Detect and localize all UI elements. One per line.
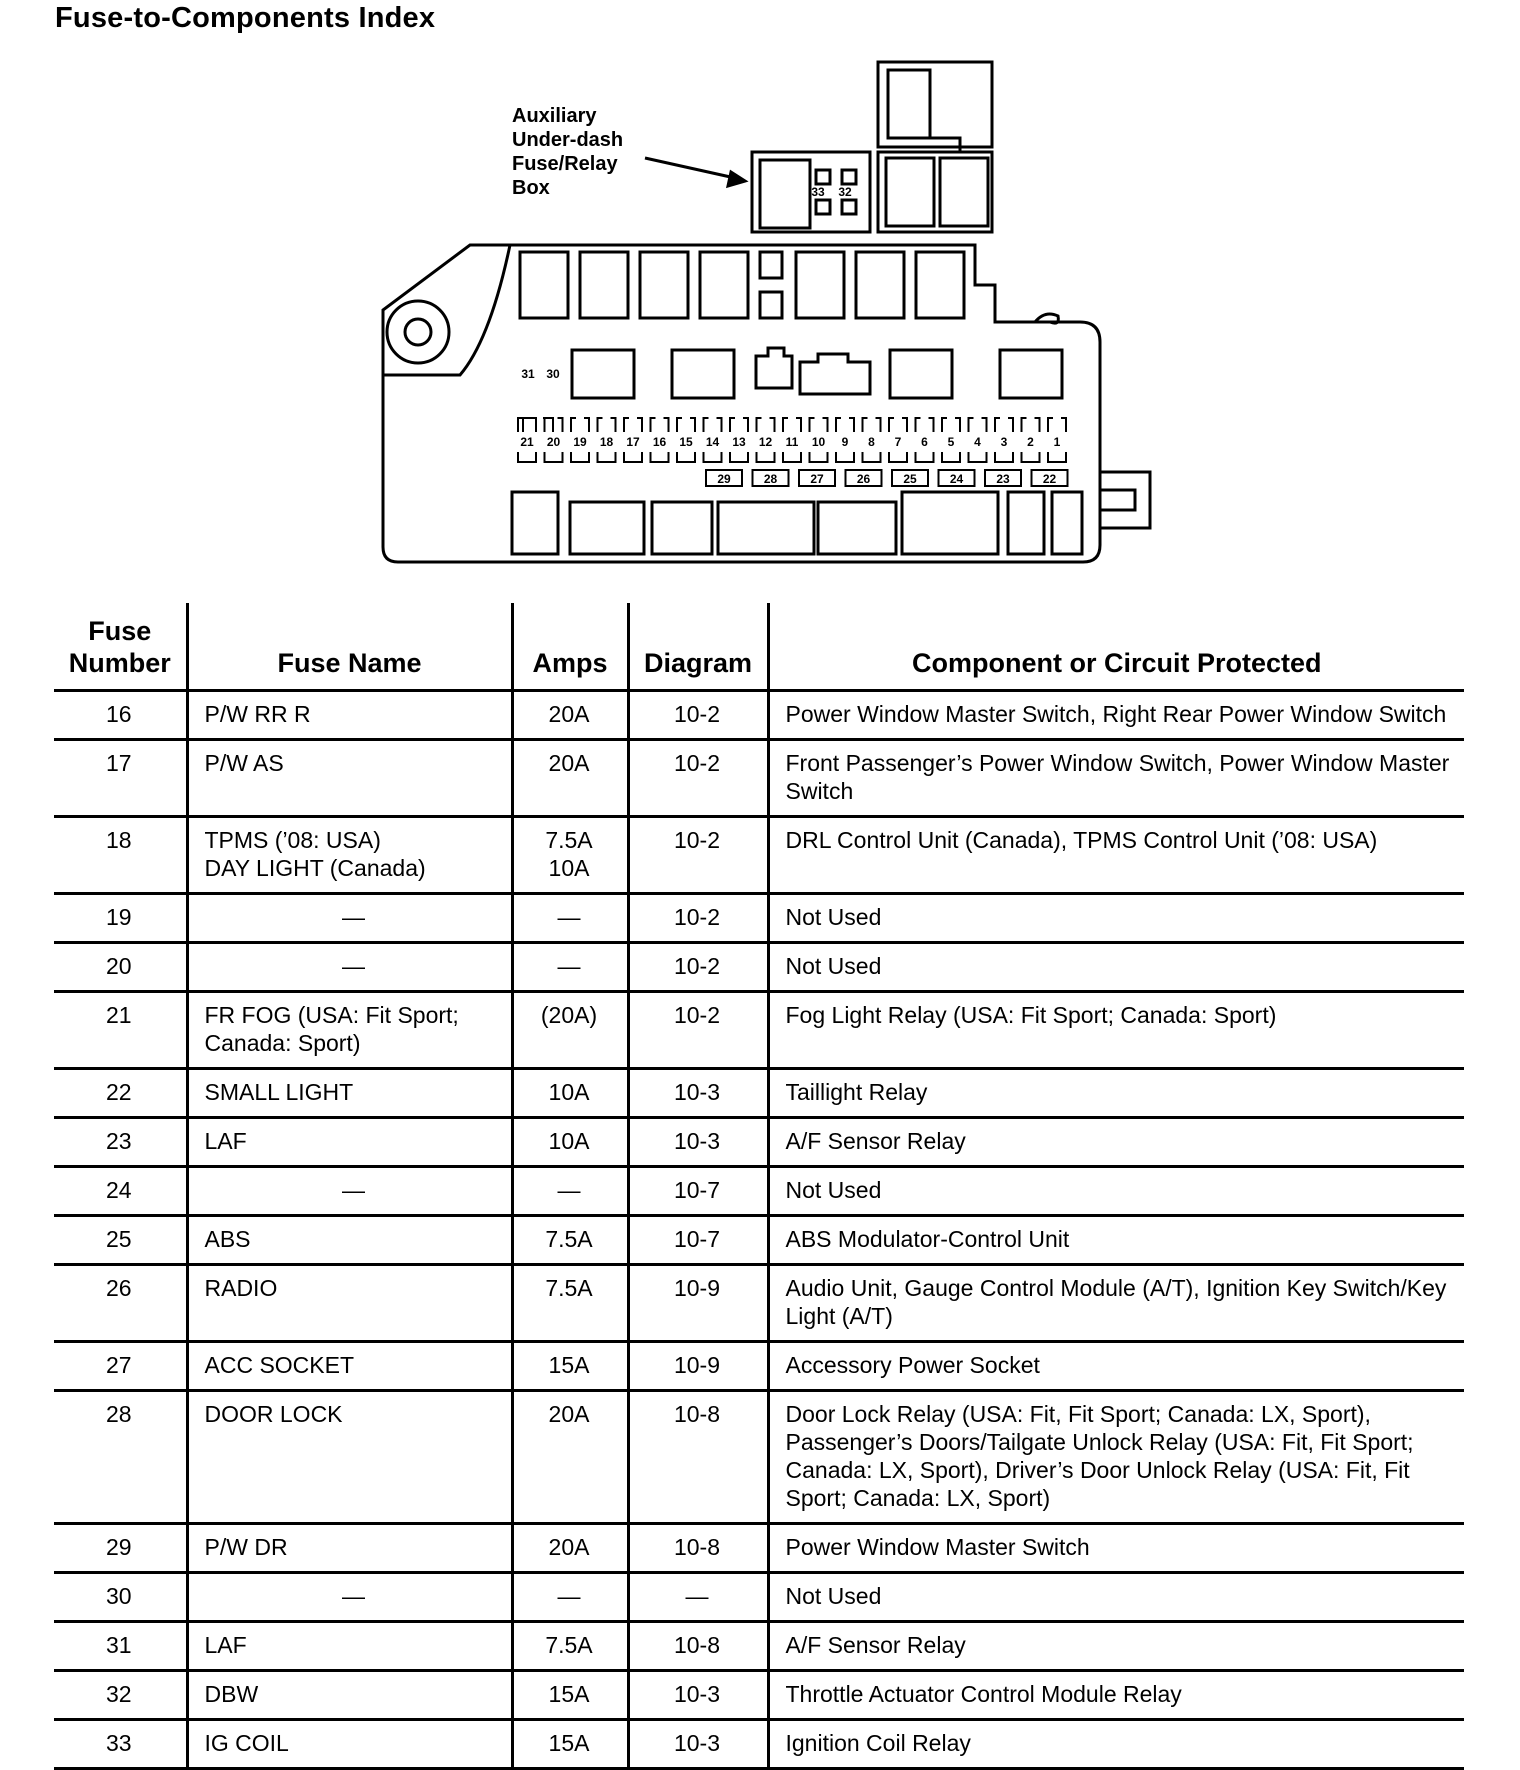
cell-amps: 7.5A [512, 1265, 628, 1342]
cell-fuse-name: ACC SOCKET [187, 1342, 512, 1391]
cell-diagram: 10-3 [628, 1118, 768, 1167]
cell-component: A/F Sensor Relay [768, 1118, 1464, 1167]
cell-diagram: 10-2 [628, 943, 768, 992]
cell-fuse-name: — [187, 1573, 512, 1622]
cell-component: DRL Control Unit (Canada), TPMS Control Unit (’08: USA) [768, 817, 1464, 894]
cell-fuse-number: 18 [54, 817, 187, 894]
fuse-label: 6 [921, 435, 928, 449]
fuse-label: 30 [546, 367, 560, 381]
cell-diagram: 10-9 [628, 1265, 768, 1342]
header-fuse-name: Fuse Name [187, 603, 512, 691]
cell-component: Power Window Master Switch, Right Rear Power Window Switch [768, 691, 1464, 740]
fuse-label: 33 [811, 185, 825, 199]
fuse-label: 4 [974, 435, 981, 449]
cell-component: Throttle Actuator Control Module Relay [768, 1671, 1464, 1720]
table-row [54, 1265, 1464, 1342]
fuse-label: 22 [1042, 472, 1057, 486]
cell-diagram: — [628, 1573, 768, 1622]
cell-diagram: 10-2 [628, 817, 768, 894]
table-row [54, 1391, 1464, 1524]
cell-fuse-name: SMALL LIGHT [187, 1069, 512, 1118]
cell-amps: 10A [512, 1069, 628, 1118]
table-row [54, 1524, 1464, 1573]
cell-fuse-number: 26 [54, 1265, 187, 1342]
fuse-label: 21 [520, 435, 534, 449]
cell-fuse-number: 21 [54, 992, 187, 1069]
cell-component: A/F Sensor Relay [768, 1622, 1464, 1671]
cell-fuse-name: P/W AS [187, 740, 512, 817]
cell-fuse-name: P/W DR [187, 1524, 512, 1573]
cell-fuse-number: 24 [54, 1167, 187, 1216]
cell-amps: 7.5A [512, 1622, 628, 1671]
fuse-label: 19 [573, 435, 587, 449]
cell-amps: — [512, 943, 628, 992]
cell-amps: 20A [512, 740, 628, 817]
fuse-label: 20 [546, 435, 561, 449]
cell-fuse-number: 19 [54, 894, 187, 943]
cell-component: Accessory Power Socket [768, 1342, 1464, 1391]
cell-fuse-name: — [187, 943, 512, 992]
cell-amps: (20A) [512, 992, 628, 1069]
callout-line: Under-dash [512, 129, 624, 151]
cell-fuse-name: LAF [187, 1622, 512, 1671]
fuse-label: 28 [763, 472, 778, 486]
cell-fuse-name: TPMS (’08: USA) DAY LIGHT (Canada) [187, 817, 512, 894]
fuse-label: 5 [947, 435, 955, 449]
fuse-label: 2 [1027, 435, 1034, 449]
header-amps: Amps [512, 603, 628, 691]
cell-diagram: 10-7 [628, 1216, 768, 1265]
cell-component: Front Passenger’s Power Window Switch, Power Window Master Switch [768, 740, 1464, 817]
cell-amps: 7.5A [512, 1216, 628, 1265]
cell-diagram: 10-2 [628, 992, 768, 1069]
cell-fuse-number: 30 [54, 1573, 187, 1622]
cell-amps: 7.5A 10A [512, 817, 628, 894]
fuse-label: 32 [838, 185, 852, 199]
cell-fuse-name: DBW [187, 1671, 512, 1720]
cell-fuse-number: 28 [54, 1391, 187, 1524]
cell-amps: — [512, 894, 628, 943]
table-header-row [54, 603, 1464, 691]
callout-line: Auxiliary [512, 105, 597, 127]
cell-diagram: 10-8 [628, 1391, 768, 1524]
table-row [54, 1671, 1464, 1720]
cell-component: Not Used [768, 894, 1464, 943]
cell-component: ABS Modulator-Control Unit [768, 1216, 1464, 1265]
cell-amps: 20A [512, 691, 628, 740]
header-component: Component or Circuit Protected [768, 603, 1464, 691]
table-row [54, 817, 1464, 894]
fuse-label: 31 [521, 367, 535, 381]
callout-line: Fuse/Relay [512, 153, 618, 175]
fuse-label: 13 [732, 435, 746, 449]
cell-fuse-number: 33 [54, 1720, 187, 1769]
cell-amps: 10A [512, 1118, 628, 1167]
cell-component: Taillight Relay [768, 1069, 1464, 1118]
fuse-label: 1 [1053, 435, 1061, 449]
table-row [54, 740, 1464, 817]
cell-amps: 15A [512, 1671, 628, 1720]
cell-diagram: 10-2 [628, 894, 768, 943]
cell-component: Not Used [768, 1573, 1464, 1622]
cell-component: Not Used [768, 1167, 1464, 1216]
cell-fuse-name: DOOR LOCK [187, 1391, 512, 1524]
fuse-box-diagram [0, 0, 1520, 600]
cell-fuse-name: RADIO [187, 1265, 512, 1342]
cell-diagram: 10-2 [628, 740, 768, 817]
fuse-label: 11 [785, 435, 799, 449]
cell-fuse-number: 25 [54, 1216, 187, 1265]
cell-fuse-number: 29 [54, 1524, 187, 1573]
cell-diagram: 10-7 [628, 1167, 768, 1216]
cell-component: Not Used [768, 943, 1464, 992]
cell-component: Ignition Coil Relay [768, 1720, 1464, 1769]
fuse-label: 27 [810, 472, 824, 486]
fuse-label: 7 [894, 435, 902, 449]
table-row [54, 1720, 1464, 1769]
table-row [54, 1622, 1464, 1671]
cell-fuse-number: 17 [54, 740, 187, 817]
cell-fuse-number: 32 [54, 1671, 187, 1720]
fuse-label: 9 [841, 435, 849, 449]
cell-amps: — [512, 1573, 628, 1622]
cell-amps: 15A [512, 1342, 628, 1391]
cell-diagram: 10-9 [628, 1342, 768, 1391]
table-row [54, 894, 1464, 943]
fuse-label: 8 [868, 435, 875, 449]
cell-fuse-number: 22 [54, 1069, 187, 1118]
page-title: Fuse-to-Components Index [55, 2, 436, 34]
fuse-label: 18 [599, 435, 614, 449]
cell-component: Door Lock Relay (USA: Fit, Fit Sport; Canada: LX, Sport), Passenger’s Doors/Tailgate Unlock Relay (USA: Fit, Fit Sport; Canada: LX, Sport), Driver’s Door Unlock Relay (USA: Fit, Fit Sport; Canada: LX, Sport) [768, 1391, 1464, 1524]
table-row [54, 1573, 1464, 1622]
cell-fuse-number: 23 [54, 1118, 187, 1167]
cell-fuse-name: ABS [187, 1216, 512, 1265]
cell-amps: 15A [512, 1720, 628, 1769]
cell-fuse-name: — [187, 894, 512, 943]
cell-component: Power Window Master Switch [768, 1524, 1464, 1573]
cell-fuse-number: 27 [54, 1342, 187, 1391]
table-row [54, 1118, 1464, 1167]
cell-component: Fog Light Relay (USA: Fit Sport; Canada: Sport) [768, 992, 1464, 1069]
table-row [54, 1167, 1464, 1216]
callout-line: Box [512, 177, 550, 199]
cell-fuse-number: 16 [54, 691, 187, 740]
fuse-label: 26 [856, 472, 871, 486]
header-diagram: Diagram [628, 603, 768, 691]
cell-amps: — [512, 1167, 628, 1216]
fuse-label: 15 [679, 435, 693, 449]
fuse-label: 29 [717, 472, 731, 486]
fuse-label: 23 [996, 472, 1010, 486]
fuse-label: 25 [903, 472, 917, 486]
cell-component: Audio Unit, Gauge Control Module (A/T), Ignition Key Switch/Key Light (A/T) [768, 1265, 1464, 1342]
cell-fuse-number: 31 [54, 1622, 187, 1671]
table-row [54, 1069, 1464, 1118]
fuse-label: 16 [652, 435, 667, 449]
cell-fuse-name: IG COIL [187, 1720, 512, 1769]
cell-diagram: 10-3 [628, 1069, 768, 1118]
fuse-label: 14 [705, 435, 720, 449]
fuse-label: 24 [949, 472, 964, 486]
table-row [54, 691, 1464, 740]
cell-diagram: 10-3 [628, 1720, 768, 1769]
table-row [54, 992, 1464, 1069]
fuse-label: 17 [626, 435, 640, 449]
fuse-label: 12 [758, 435, 773, 449]
cell-diagram: 10-8 [628, 1524, 768, 1573]
cell-fuse-name: P/W RR R [187, 691, 512, 740]
cell-fuse-name: LAF [187, 1118, 512, 1167]
cell-amps: 20A [512, 1524, 628, 1573]
cell-fuse-name: — [187, 1167, 512, 1216]
cell-diagram: 10-8 [628, 1622, 768, 1671]
cell-diagram: 10-2 [628, 691, 768, 740]
fuse-label: 10 [811, 435, 826, 449]
cell-fuse-name: FR FOG (USA: Fit Sport; Canada: Sport) [187, 992, 512, 1069]
cell-amps: 20A [512, 1391, 628, 1524]
fuse-label: 3 [1000, 435, 1008, 449]
header-fuse-number: Fuse Number [54, 603, 187, 691]
cell-fuse-number: 20 [54, 943, 187, 992]
fuse-table [54, 603, 1464, 1770]
table-row [54, 1216, 1464, 1265]
table-row [54, 1342, 1464, 1391]
cell-diagram: 10-3 [628, 1671, 768, 1720]
table-row [54, 943, 1464, 992]
